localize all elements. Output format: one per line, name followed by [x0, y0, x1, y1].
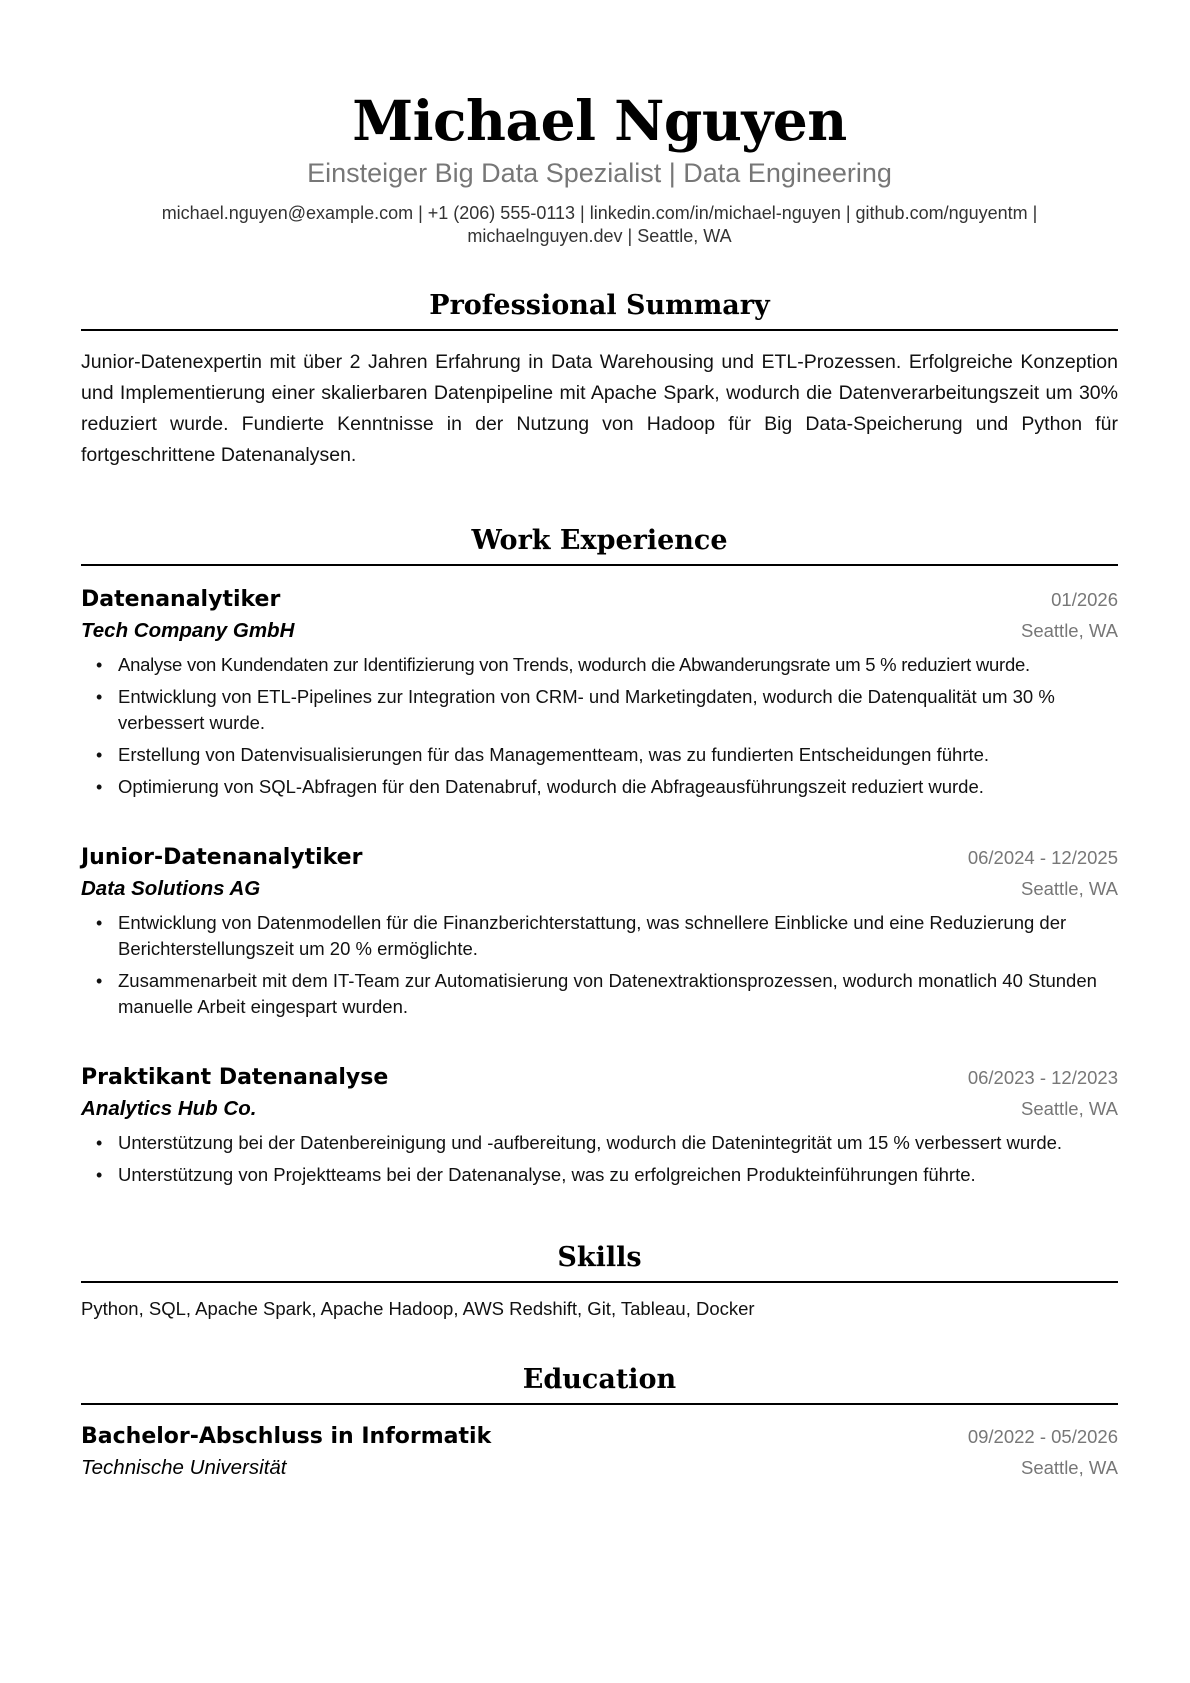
job-bullet: • Entwicklung von ETL-Pipelines zur Integration von CRM- und Marketingdaten, wodurch die Datenqualität um 30 % verbessert wurde. [81, 684, 1118, 736]
education-entry [81, 1421, 1118, 1483]
job-header [81, 1062, 1118, 1094]
job-location: Seattle, WA [1021, 620, 1118, 641]
candidate-name: Michael Nguyen [352, 88, 847, 153]
education-header [81, 1421, 1118, 1453]
education-degree: Bachelor-Abschluss in Informatik [81, 1424, 492, 1449]
job-date: 06/2023 - 12/2023 [967, 1067, 1118, 1088]
section-title-work: Work Experience [81, 523, 1118, 566]
job-company: Analytics Hub Co. [81, 1097, 257, 1120]
job-header [81, 842, 1118, 874]
job-entry [81, 1062, 1118, 1188]
education-date: 09/2022 - 05/2026 [967, 1426, 1118, 1447]
job-company: Tech Company GmbH [81, 619, 295, 642]
job-location: Seattle, WA [1021, 878, 1118, 899]
job-date: 01/2026 [1051, 589, 1118, 610]
job-location: Seattle, WA [1021, 1098, 1118, 1119]
job-title: Junior-Datenanalytiker [81, 845, 363, 870]
job-bullets [81, 910, 1118, 1020]
section-title-education: Education [81, 1362, 1118, 1405]
job-subheader [81, 874, 1118, 904]
contact-line-1: michael.nguyen@example.com | +1 (206) 555-0113 | linkedin.com/in/michael-nguyen | github.com/nguyentm | [161, 203, 1038, 223]
skills-list: Python, SQL, Apache Spark, Apache Hadoop, AWS Redshift, Git, Tableau, Docker [81, 1298, 755, 1319]
job-title: Datenanalytiker [81, 587, 281, 612]
education-school: Technische Universität [81, 1456, 287, 1479]
job-subheader [81, 616, 1118, 646]
job-bullet: • Entwicklung von Datenmodellen für die Finanzberichterstattung, was schnellere Einblicke und eine Reduzierung der Berichterstellungszeit um 20 % ermöglichte. [81, 910, 1118, 962]
job-bullet: • Erstellung von Datenvisualisierungen für das Managementteam, was zu fundierten Entscheidungen führte. [81, 742, 1118, 768]
resume-page [81, 0, 1118, 1483]
job-entry [81, 842, 1118, 1020]
job-bullets [81, 1130, 1118, 1188]
job-title: Praktikant Datenanalyse [81, 1065, 389, 1090]
job-bullet: • Optimierung von SQL-Abfragen für den Datenabruf, wodurch die Abfrageausführungszeit reduziert wurde. [81, 774, 1118, 800]
job-bullets [81, 652, 1118, 800]
job-bullet: • Zusammenarbeit mit dem IT-Team zur Automatisierung von Datenextraktionsprozessen, wodurch monatlich 40 Stunden manuelle Arbeit eingespart wurden. [81, 968, 1118, 1020]
job-header [81, 584, 1118, 616]
section-title-skills: Skills [81, 1240, 1118, 1283]
education-location: Seattle, WA [1021, 1457, 1118, 1478]
job-entry [81, 584, 1118, 800]
summary-text: Junior-Datenexpertin mit über 2 Jahren Erfahrung in Data Warehousing und ETL-Prozessen. Erfolgreiche Konzeption und Implementierung einer skalierbaren Datenpipeline mit Apache Spark, wodurch die Datenverarbeitungszeit um 30% reduziert wurde. Fundierte Kenntnisse in der Nutzung von Hadoop für Big Data-Speicherung und Python für fortgeschrittene Datenanalysen. [81, 351, 1118, 466]
education-subheader [81, 1453, 1118, 1483]
job-company: Data Solutions AG [81, 877, 261, 900]
job-bullet: • Unterstützung bei der Datenbereinigung und -aufbereitung, wodurch die Datenintegrität um 15 % verbessert wurde. [81, 1130, 1118, 1156]
job-subheader [81, 1094, 1118, 1124]
job-bullet: • Analyse von Kundendaten zur Identifizierung von Trends, wodurch die Abwanderungsrate um 5 % reduziert wurde. [81, 652, 1118, 678]
job-bullet: • Unterstützung von Projektteams bei der Datenanalyse, was zu erfolgreichen Produkteinführungen führte. [81, 1162, 1118, 1188]
section-title-summary: Professional Summary [81, 288, 1118, 331]
candidate-subtitle: Einsteiger Big Data Spezialist | Data Engineering [307, 158, 892, 188]
contact-info [81, 202, 1118, 248]
contact-line-2: michaelnguyen.dev | Seattle, WA [467, 226, 732, 246]
job-date: 06/2024 - 12/2025 [967, 847, 1118, 868]
